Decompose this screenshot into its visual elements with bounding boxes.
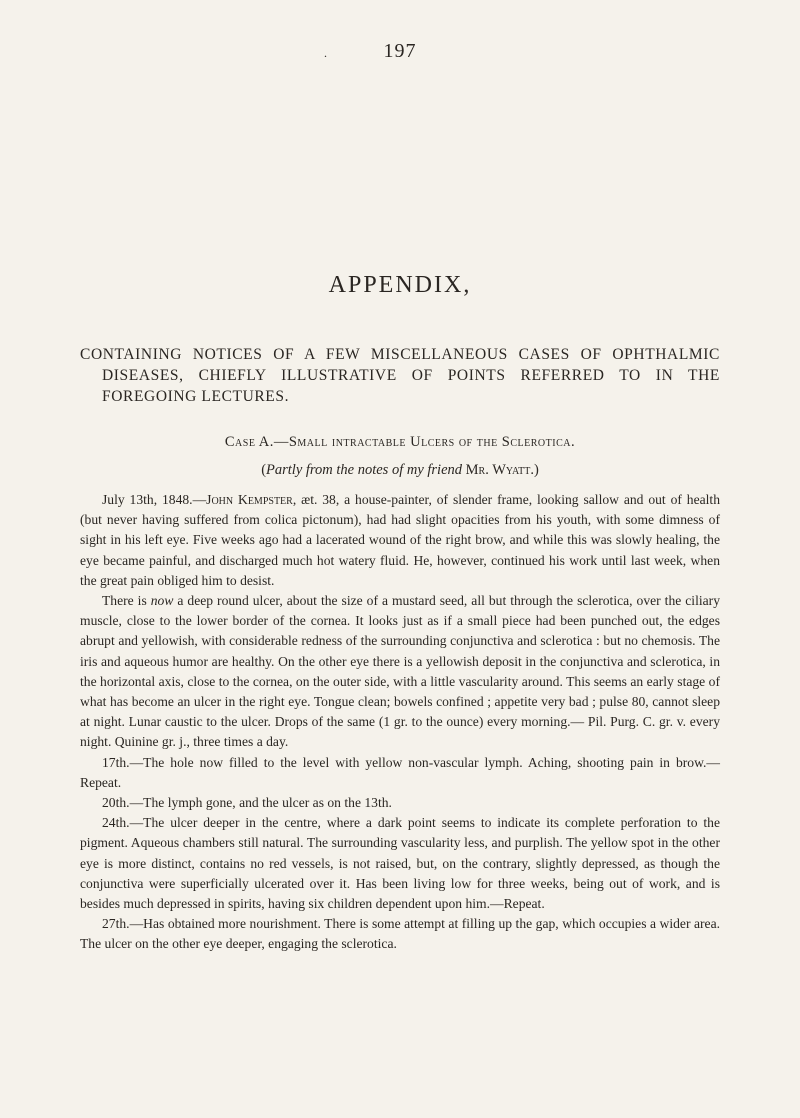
- paragraph-text: The ulcer deeper in the centre, where a dark point seems to indicate its complete perforation to the pigment. Aqueous chambers still natural. The surrounding vascularity less, and purplish. The yellow spot in the other eye is more distinct, contains no red vessels, is not raised, but, on the contrary, slightly depressed, as though the conjunctiva were superficially ulcerated over it. Has been living low for three weeks, being out of work, and is besides much depressed in spirits, having six children dependent upon him.—Repeat.: [80, 815, 720, 912]
- note-author-name: Mr. Wyatt: [462, 462, 531, 478]
- case-heading: [0, 434, 800, 451]
- paragraph-text: Has obtained more nourishment. There is some attempt at filling up the gap, which occupies a wider area. The ulcer on the other eye deeper, engaging the sclerotica.: [80, 916, 720, 952]
- paragraph-text: a deep round ulcer, about the size of a mustard seed, all but through the sclerotica, over the ciliary muscle, close to the lower border of the cornea. It looks just as if a small piece had been punched out, the edges abrupt and yellowish, with considerable redness of the surrounding conjunctiva and sclerotica : but no chemosis. The iris and aqueous humor are healthy. On the other eye there is a yellowish deposit in the conjunctiva and sclerotica, in the horizontal axis, close to the cornea, on the outer side, with a little vascularity around. This seems an early stage of what has become an ulcer in the right eye. Tongue clean; bowels confined ; appetite very bad ; pulse 80, cannot sleep at night. Lunar caustic to the ulcer. Drops of the same (1 gr. to the ounce) every morning.— Pil. Purg. C. gr. v. every night. Quinine gr. j., three times a day.: [80, 593, 720, 750]
- page-number: [0, 40, 800, 63]
- paragraph-lead: July 13th, 1848.—: [102, 492, 207, 507]
- appendix-title: APPENDIX,: [328, 272, 472, 298]
- paragraph-lead: There is: [102, 593, 151, 609]
- paragraph-italic: now: [150, 593, 174, 609]
- paragraph-lead: 20th.—: [102, 795, 144, 811]
- case-source-note: [0, 462, 800, 479]
- paragraph-24th: [80, 813, 720, 914]
- note-open-paren: (: [261, 462, 267, 478]
- case-heading-title: Small intractable Ulcers of the Sclerotica.: [288, 434, 576, 450]
- paragraph-27th: [80, 914, 720, 954]
- note-close-paren: .): [530, 462, 539, 478]
- paragraph-lead: 27th.—: [102, 916, 144, 932]
- paragraph-examination: [80, 591, 720, 753]
- page-mark: .: [324, 46, 328, 60]
- case-heading-prefix: Case A.—: [224, 434, 289, 450]
- paragraph-text: The lymph gone, and the ulcer as on the 13th.: [143, 795, 392, 811]
- paragraph-lead: 17th.—: [102, 754, 144, 770]
- paragraph-text: The hole now filled to the level with yellow non-vascular lymph. Aching, shooting pain in brow.—Repeat.: [80, 754, 720, 790]
- case-body: [80, 490, 720, 955]
- page-number-text: 197: [383, 40, 417, 62]
- paragraph-20th: [80, 793, 720, 813]
- paragraph-july-13: [80, 490, 720, 591]
- paragraph-lead: 24th.—: [102, 815, 144, 831]
- note-italic-text: Partly from the notes of my friend: [266, 462, 463, 478]
- paragraph-text: , æt. 38, a house-painter, of slender frame, looking sallow and out of health (but never having suffered from colica pictonum), had had slight opacities from his youth, with some dimness of sight in his left eye. Five weeks ago had a lacerated wound of the right brow, and while this was slowly healing, the eye became painful, and discharged much hot watery fluid. He, however, continued his work until last week, when the great pain obliged him to desist.: [80, 492, 721, 588]
- appendix-subtitle: CONTAINING NOTICES OF A FEW MISCELLANEOUS CASES OF OPHTHALMIC DISEASES, CHIEFLY ILLUSTRATIVE OF POINTS REFERRED TO IN THE FOREGOING LECTURES.: [80, 346, 720, 405]
- paragraph-17th: [80, 753, 720, 793]
- patient-name: John Kempster: [206, 492, 293, 507]
